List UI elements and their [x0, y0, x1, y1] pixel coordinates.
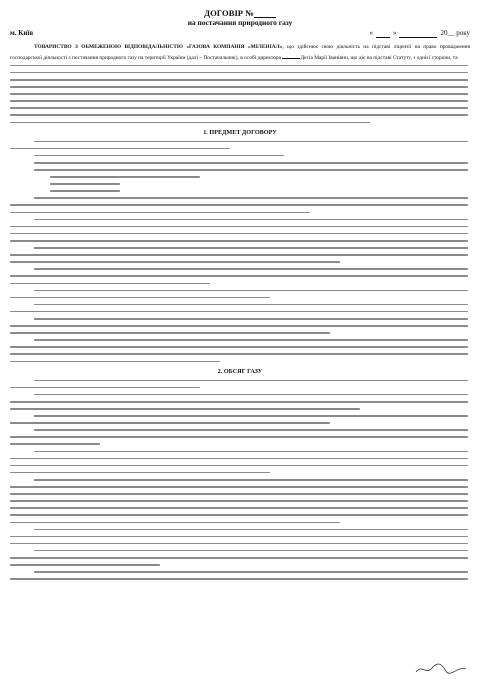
text-line	[10, 138, 470, 145]
text-line	[10, 159, 470, 166]
text-line	[10, 526, 470, 533]
text-line-ink	[10, 240, 468, 242]
city-label: м. Київ	[10, 29, 34, 37]
text-line-ink	[34, 339, 468, 341]
text-line	[10, 119, 470, 126]
text-line-ink	[34, 219, 468, 221]
text-line	[10, 91, 470, 98]
text-line	[10, 230, 470, 237]
text-line	[10, 98, 470, 105]
text-line	[10, 462, 470, 469]
text-line	[10, 455, 470, 462]
text-line	[10, 62, 470, 69]
text-line-ink	[10, 212, 310, 214]
text-line	[10, 337, 470, 344]
text-line	[10, 351, 470, 358]
text-line	[10, 315, 470, 322]
director-blank	[282, 51, 300, 59]
text-line-ink	[10, 148, 230, 150]
document-title	[10, 8, 470, 18]
text-line	[10, 413, 470, 420]
text-line-ink	[10, 283, 210, 285]
text-line	[10, 519, 470, 526]
text-line-ink	[10, 408, 360, 410]
text-line-ink	[10, 436, 468, 438]
text-line	[10, 166, 470, 173]
text-line-ink	[34, 451, 468, 453]
text-line-ink	[10, 311, 468, 313]
text-line	[10, 287, 470, 294]
text-line	[10, 533, 470, 540]
text-line-ink	[10, 486, 468, 488]
section-heading-1: 1. ПРЕДМЕТ ДОГОВОРУ	[203, 129, 277, 137]
text-line-ink	[34, 162, 468, 164]
signature-mark	[414, 662, 468, 676]
text-line-ink	[10, 522, 340, 524]
text-line	[10, 441, 470, 448]
text-line	[10, 434, 470, 441]
text-line	[10, 330, 470, 337]
text-line	[10, 76, 470, 83]
text-line-ink	[34, 415, 468, 417]
text-line-ink	[10, 500, 468, 502]
text-line-ink	[10, 458, 468, 460]
text-line-ink	[10, 114, 468, 116]
text-line-ink	[50, 183, 120, 185]
text-line	[10, 512, 470, 519]
text-line	[10, 181, 470, 188]
text-line	[10, 237, 470, 244]
text-line	[10, 223, 470, 230]
text-line	[10, 561, 470, 568]
text-line	[10, 273, 470, 280]
text-line-ink	[10, 578, 468, 580]
text-line	[10, 294, 470, 301]
text-line-ink	[10, 514, 468, 516]
text-line-ink	[34, 141, 468, 143]
city-date-line	[10, 29, 470, 38]
text-line	[10, 209, 470, 216]
document-subtitle: на постачання природного газу	[187, 18, 293, 27]
text-line-ink	[34, 268, 468, 270]
supplier-description: , що здійснює свою діяльність на підставі ліцензії на право провадження господарської діяльності з постачання природного газу на території України (далі – Постачальник), в особі директора	[10, 44, 470, 62]
text-line-ink	[34, 155, 284, 157]
text-line-ink	[34, 247, 468, 249]
text-line	[10, 266, 470, 273]
text-line-ink	[10, 361, 220, 363]
text-line-ink	[10, 79, 468, 81]
text-line-ink	[10, 107, 468, 109]
text-line-ink	[10, 325, 468, 327]
section-1-body	[10, 138, 470, 365]
text-line	[10, 301, 470, 308]
text-line-ink	[10, 332, 330, 334]
text-line	[10, 358, 470, 365]
text-line-ink	[10, 543, 468, 545]
text-line-ink	[10, 261, 340, 263]
text-line-ink	[10, 86, 468, 88]
text-line	[10, 498, 470, 505]
text-line-ink	[10, 507, 468, 509]
text-line-ink	[10, 204, 468, 206]
text-line	[10, 83, 470, 90]
text-line-ink	[10, 233, 468, 235]
date-month-blank	[399, 30, 437, 38]
section-2-body	[10, 377, 470, 583]
text-line-ink	[10, 564, 160, 566]
text-line	[10, 483, 470, 490]
text-line-ink	[10, 443, 100, 445]
text-line	[10, 448, 470, 455]
text-line	[10, 152, 470, 159]
text-line	[10, 427, 470, 434]
text-line-ink	[10, 65, 468, 67]
text-line-ink	[34, 394, 468, 396]
supplier-name: ТОВАРИСТВО З ОБМЕЖЕНОЮ ВІДПОВІДАЛЬНІСТЮ «ГАЗОВА КОМПАНІЯ «МІЛЕНІАЛ»	[34, 44, 283, 50]
consumer-party-lines	[10, 62, 470, 126]
text-line-ink	[34, 169, 468, 171]
text-line-ink	[50, 190, 120, 192]
text-line-ink	[10, 346, 468, 348]
supplier-tail: , що діє на підставі Статуту, з однієї сторони, та	[347, 55, 458, 62]
text-line	[10, 112, 470, 119]
text-line	[10, 188, 470, 195]
date-quote-open: «	[369, 29, 373, 37]
text-line-ink	[10, 297, 270, 299]
text-line	[10, 476, 470, 483]
text-line	[10, 308, 470, 315]
text-line	[10, 202, 470, 209]
text-line-ink	[10, 93, 468, 95]
text-line	[10, 398, 470, 405]
text-line	[10, 576, 470, 583]
text-line-ink	[10, 557, 468, 559]
text-line-ink	[10, 100, 468, 102]
text-line-ink	[10, 122, 370, 124]
text-line-ink	[50, 176, 200, 178]
text-line-ink	[10, 226, 468, 228]
text-line-ink	[34, 304, 468, 306]
text-line-ink	[34, 380, 468, 382]
text-line-ink	[34, 571, 468, 573]
text-line-ink	[34, 550, 468, 552]
text-line	[10, 195, 470, 202]
text-line	[10, 377, 470, 384]
text-line-ink	[10, 254, 468, 256]
parties-paragraph	[10, 44, 470, 62]
text-line	[10, 391, 470, 398]
date-year: 20__ року	[440, 29, 470, 37]
date-quote-close: »	[392, 29, 397, 37]
text-line	[10, 105, 470, 112]
date-field	[369, 29, 470, 38]
text-line-ink	[34, 479, 468, 481]
text-line-ink	[10, 401, 468, 403]
text-line	[10, 145, 470, 152]
text-line	[10, 505, 470, 512]
director-name: Десіа Марії Іванівни	[300, 55, 348, 62]
text-line	[10, 569, 470, 576]
text-line	[10, 344, 470, 351]
date-day-blank	[376, 30, 390, 38]
text-line-ink	[10, 422, 330, 424]
text-line-ink	[10, 472, 270, 474]
text-line-ink	[34, 318, 468, 320]
text-line	[10, 280, 470, 287]
text-line	[10, 174, 470, 181]
text-line	[10, 547, 470, 554]
text-line-ink	[10, 387, 200, 389]
text-line	[10, 420, 470, 427]
contract-number-blank	[254, 9, 276, 18]
text-line-ink	[10, 493, 468, 495]
section-heading-2: 2. ОБСЯГ ГАЗУ	[217, 368, 263, 376]
text-line	[10, 554, 470, 561]
text-line-ink	[10, 72, 468, 74]
text-line	[10, 540, 470, 547]
text-line	[10, 491, 470, 498]
text-line-ink	[10, 353, 468, 355]
text-line-ink	[10, 465, 468, 467]
text-line-ink	[10, 275, 468, 277]
text-line	[10, 259, 470, 266]
text-line	[10, 244, 470, 251]
text-line-ink	[10, 536, 468, 538]
text-line-ink	[34, 197, 468, 199]
document-title-text: ДОГОВІР №	[204, 8, 254, 18]
text-line	[10, 405, 470, 412]
text-line-ink	[34, 529, 468, 531]
text-line	[10, 322, 470, 329]
text-line	[10, 69, 470, 76]
text-line-ink	[34, 429, 468, 431]
text-line	[10, 216, 470, 223]
text-line	[10, 384, 470, 391]
text-line	[10, 252, 470, 259]
text-line	[10, 469, 470, 476]
text-line-ink	[34, 290, 468, 292]
